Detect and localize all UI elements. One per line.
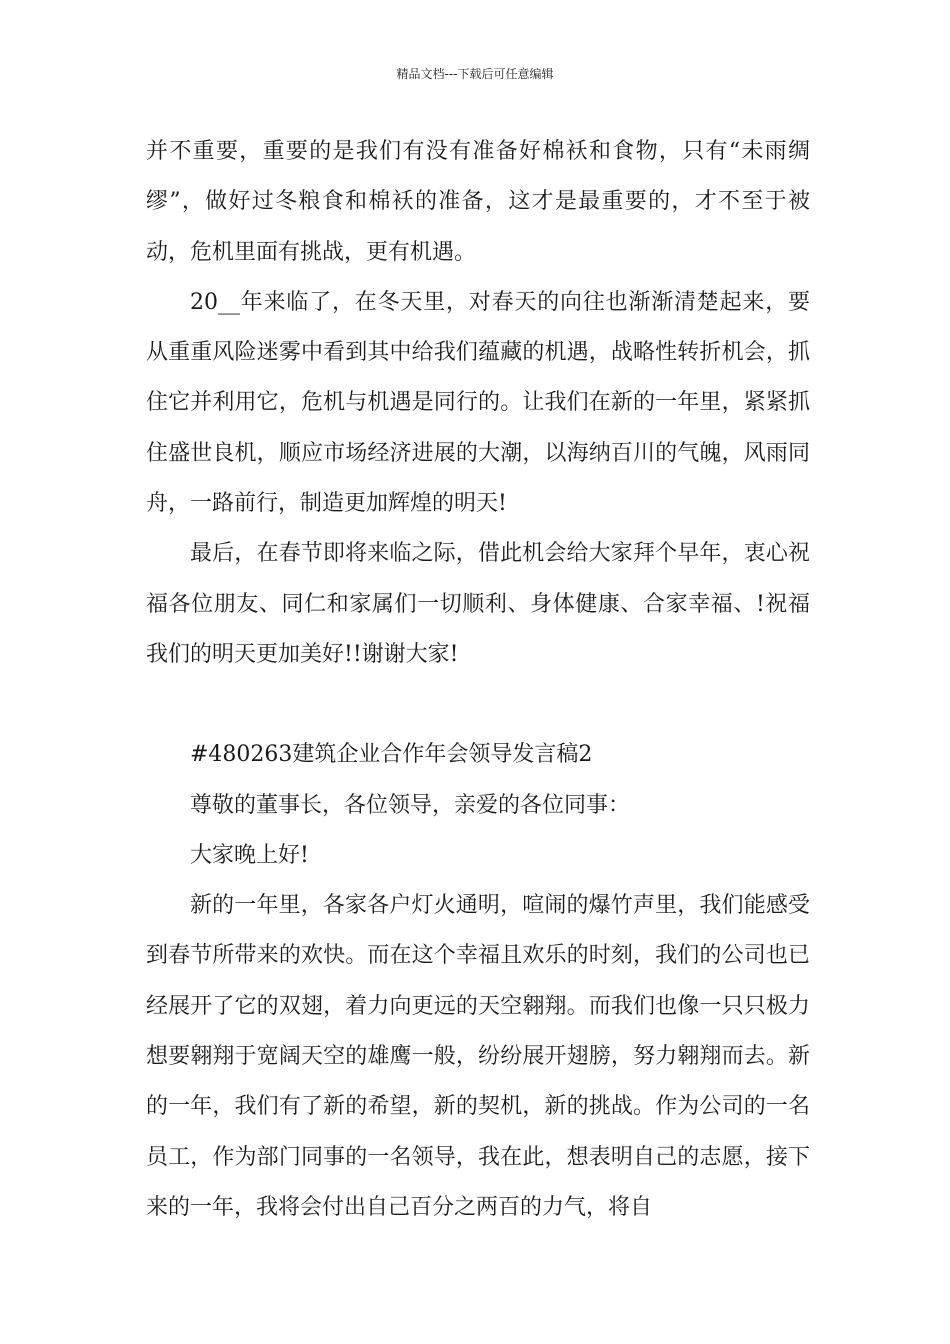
paragraph-salutation: 尊敬的董事长，各位领导，亲爱的各位同事： [190, 792, 631, 818]
paragraph: 新的一年里，各家各户灯火通明，喧闹的爆竹声里，我们能感受到春节所带来的欢快。而在这个幸福且欢乐的时刻，我们的公司也已经展开了它的双翅，着力向更远的天空翱翔。而我们也像一只只极力想要翱翔于宽阔天空的雄鹰一般，纷纷展开翅膀，努力翱翔而去。新的一年，我们有了新的希望，新的契机，新的挑战。作为公司的一名员工，作为部门同事的一名领导，我在此，想表明自己的志愿，接下来的一年，我将会付出自己百分之两百的力气，将自 [146, 893, 810, 1220]
paragraph: 20__年来临了，在冬天里，对春天的向往也渐渐清楚起来，要从重重风险迷雾中看到其中给我们蕴藏的机遇，战略性转折机会，抓住它并利用它，危机与机遇是同行的。让我们在新的一年里，紧紧抓住盛世良机，顺应市场经济进展的大潮，以海纳百川的气魄，风雨同舟，一路前行，制造更加辉煌的明天! [146, 289, 810, 517]
paragraph-greeting: 大家晚上好! [190, 842, 309, 868]
paragraph-continuation: 并不重要，重要的是我们有没有准备好棉袄和食物，只有“未雨绸缪”，做好过冬粮食和棉袄的准备，这才是最重要的，才不至于被动，危机里面有挑战，更有机遇。 [146, 139, 810, 265]
section-heading: #480263建筑企业合作年会领导发言稿2 [190, 742, 593, 768]
paragraph-closing: 最后，在春节即将来临之际，借此机会给大家拜个早年，衷心祝福各位朋友、同仁和家属们一切顺利、身体健康、合家幸福、!祝福我们的明天更加美好!!谢谢大家! [146, 541, 810, 667]
page-header: 精品文档---下载后可任意编辑 [396, 67, 554, 81]
document-body [146, 127, 810, 1233]
